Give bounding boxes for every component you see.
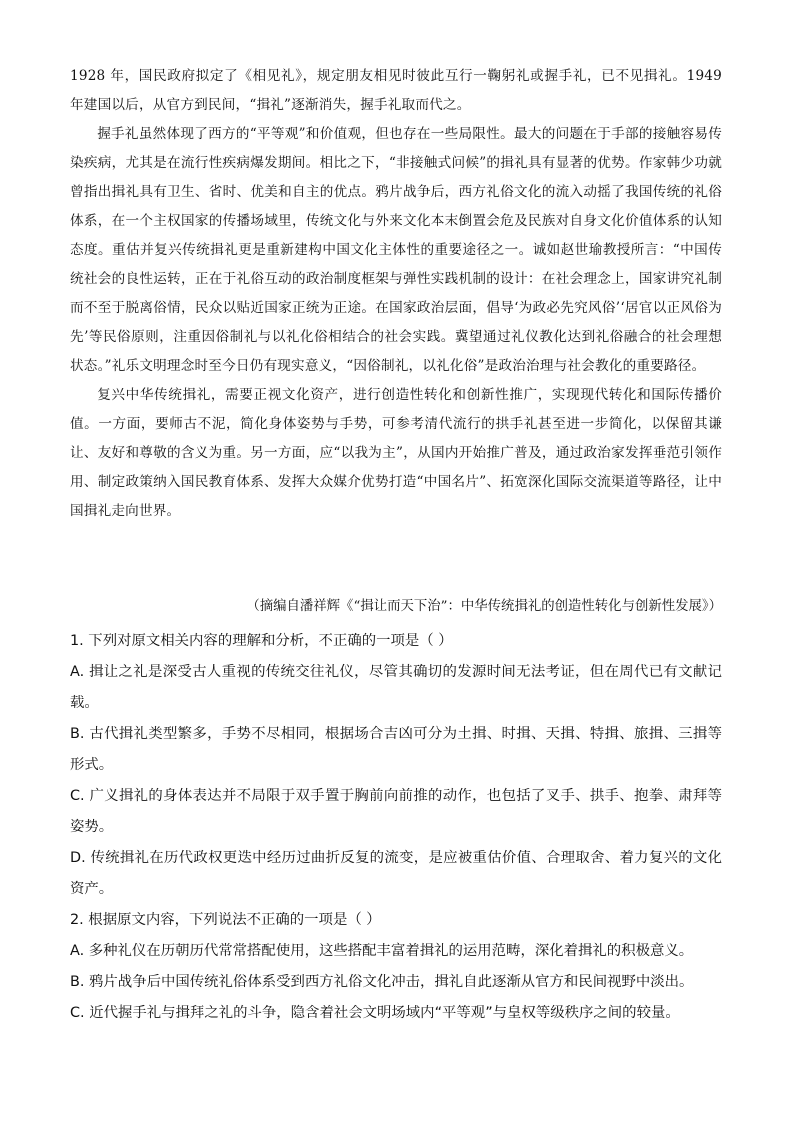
question-option: B. 鸦片战争后中国传统礼俗体系受到西方礼俗文化冲击，揖礼自此逐渐从官方和民间视野中淡出。 [70,974,694,990]
question-option: B. 古代揖礼类型繁多，手势不尽相同，根据场合吉凶可分为土揖、时揖、天揖、特揖、旅揖、三揖等形式。 [70,726,722,773]
question-stem: 1. 下列对原文相关内容的理解和分析，不正确的一项是（ ） [70,633,453,649]
question-option: C. 近代握手礼与揖拜之礼的斗争，隐含着社会文明场域内“平等观”与皇权等级秩序之间的较量。 [70,1005,680,1021]
question-1 [70,626,722,905]
question-2 [70,905,722,1029]
question-option: A. 多种礼仪在历朝历代常常搭配使用，这些搭配丰富着揖礼的运用范畴，深化着揖礼的积极意义。 [70,943,694,959]
question-section [70,626,722,1029]
question-option: C. 广义揖礼的身体表达并不局限于双手置于胸前向前推的动作，也包括了叉手、拱手、抱拳、肃拜等姿势。 [70,788,722,835]
passage-paragraph-3: 复兴中华传统揖礼，需要正视文化资产，进行创造性转化和创新性推广，实现现代转化和国际传播价值。一方面，要师古不泥，简化身体姿势与手势，可参考清代流行的拱手礼甚至进一步简化，以保留其谦让、友好和尊敬的含义为重。另一方面，应“以我为主”，从国内开始推广普及，通过政治家发挥垂范引领作用、制定政策纳入国民教育体系、发挥大众媒介优势打造“中国名片”、拓宽深化国际交流渠道等路径，让中国揖礼走向世界。 [70,387,722,519]
passage-body [70,62,722,526]
passage-paragraph-1: 1928 年，国民政府拟定了《相见礼》，规定朋友相见时彼此互行一鞠躬礼或握手礼，已不见揖礼。1949 年建国以后，从官方到民间，“揖礼”逐渐消失，握手礼取而代之。 [70,68,722,113]
question-option: A. 揖让之礼是深受古人重视的传统交往礼仪，尽管其确切的发源时间无法考证，但在周代已有文献记载。 [70,664,722,711]
passage-paragraph-2: 握手礼虽然体现了西方的“平等观”和价值观，但也存在一些局限性。最大的问题在于手部的接触容易传染疾病，尤其是在流行性疾病爆发期间。相比之下，“非接触式问候”的揖礼具有显著的优势。作家韩少功就曾指出揖礼具有卫生、省时、优美和自主的优点。鸦片战争后，西方礼俗文化的流入动摇了我国传统的礼俗体系，在一个主权国家的传播场域里，传统文化与外来文化本末倒置会危及民族对自身文化价值体系的认知态度。重估并复兴传统揖礼更是重新建构中国文化主体性的重要途径之一。诚如赵世瑜教授所言：“中国传统社会的良性运转，正在于礼俗互动的政治制度框架与弹性实践机制的设计：在社会理念上，国家讲究礼制而不至于脱离俗情，民众以贴近国家正统为正途。在国家政治层面，倡导‘为政必先究风俗’‘居官以正风俗为先’等民俗原则，注重因俗制礼与以礼化俗相结合的社会实践。冀望通过礼仪教化达到礼俗融合的社会理想状态。”礼乐文明理念时至今日仍有现实意义，“因俗制礼，以礼化俗”是政治治理与社会教化的重要路径。 [70,126,722,374]
question-stem: 2. 根据原文内容，下列说法不正确的一项是（ ） [70,912,381,928]
question-option: D. 传统揖礼在历代政权更迭中经历过曲折反复的流变，是应被重估价值、合理取舍、着力复兴的文化资产。 [70,850,722,897]
passage-source-citation: （摘编自潘祥辉《“揖让而天下治”：中华传统揖礼的创造性转化与创新性发展》） [246,599,722,614]
